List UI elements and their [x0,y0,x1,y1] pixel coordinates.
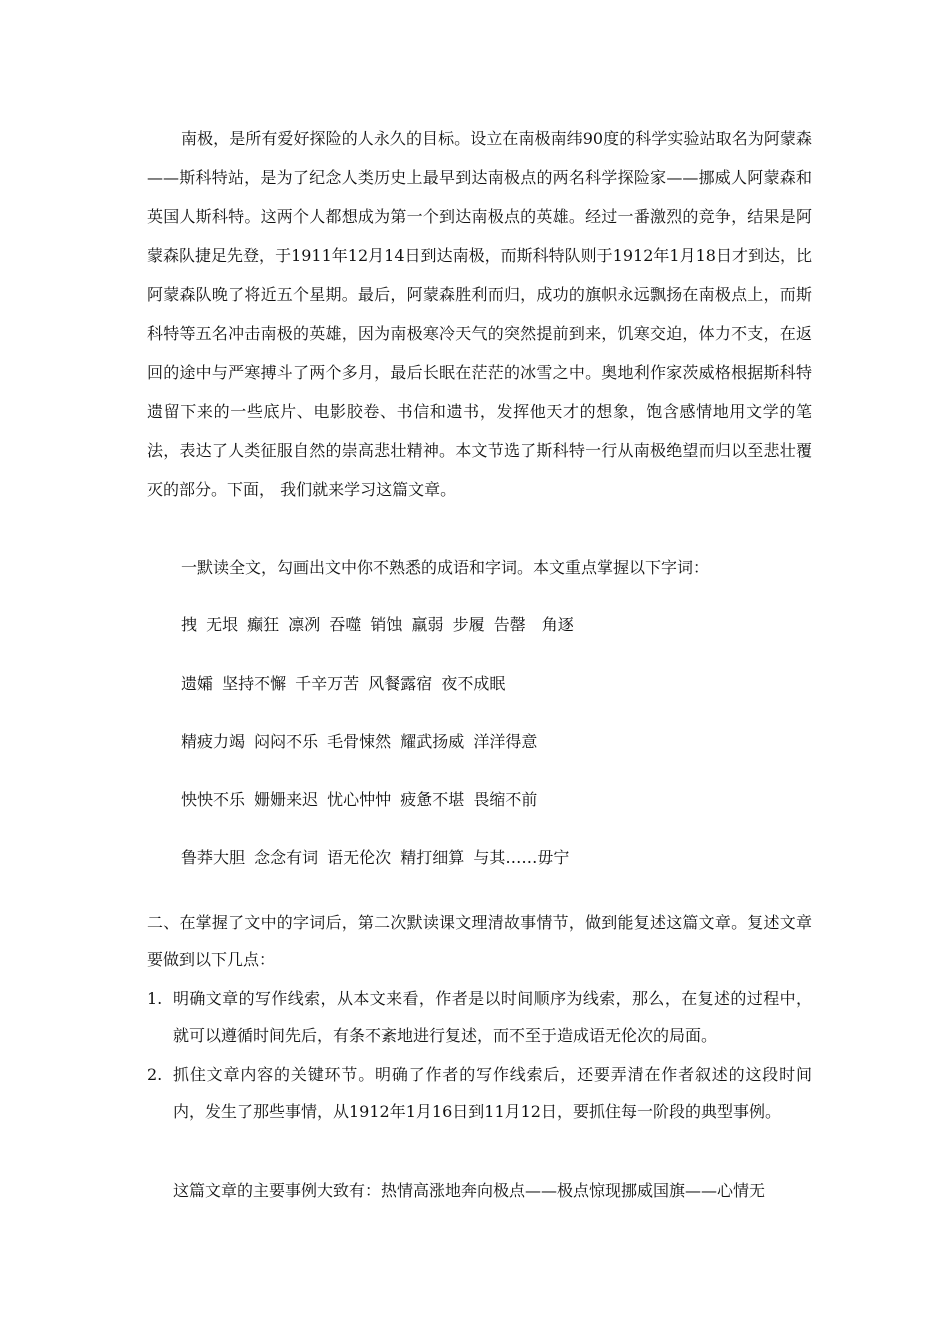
vocabulary-line-3: 精疲力竭 闷闷不乐 毛骨悚然 耀武扬威 洋洋得意 [181,732,538,751]
vocabulary-line-5: 鲁莽大胆 念念有词 语无伦次 精打细算 与其……毋宁 [181,848,570,867]
list-item-1-text: 明确文章的写作线索，从本文来看，作者是以时间顺序为线索，那么，在复述的过程中，就可以遵循时间先后，有条不紊地进行复述，而不至于造成语无伦次的局面。 [173,989,812,1045]
summary-line: 这篇文章的主要事例大致有：热情高涨地奔向极点——极点惊现挪威国旗——心情无 [173,1181,766,1200]
vocabulary-line-1: 拽 无垠 癫狂 凛冽 吞噬 销蚀 羸弱 步履 告罄 角逐 [181,615,574,634]
list-item-1-number: 1. [147,989,163,1008]
intro-paragraph: 南极，是所有爱好探险的人永久的目标。设立在南极南纬90度的科学实验站取名为阿蒙森——斯科特站，是为了纪念人类历史上最早到达南极点的两名科学探险家——挪威人阿蒙森和英国人斯科特。这两个人都想成为第一个到达南极点的英雄。经过一番激烈的竞争，结果是阿蒙森队捷足先登，于1911年12月14日到达南极，而斯科特队则于1912年1月18日才到达，比阿蒙森队晚了将近五个星期。最后，阿蒙森胜利而归，成功的旗帜永远飘扬在南极点上，而斯科特等五名冲击南极的英雄，因为南极寒冷天气的突然提前到来，饥寒交迫，体力不支，在返回的途中与严寒搏斗了两个多月，最后长眠在茫茫的冰雪之中。奥地利作家茨威格根据斯科特遗留下来的一些底片、电影胶卷、书信和遗书，发挥他天才的想象，饱含感情地用文学的笔法，表达了人类征服自然的崇高悲壮精神。本文节选了斯科特一行从南极绝望而归以至悲壮覆灭的部分。下面， 我们就来学习这篇文章。 [147,129,812,499]
list-item-1 [147,980,812,1054]
list-item-2 [147,1056,812,1130]
vocabulary-line-2: 遗孀 坚持不懈 千辛万苦 风餐露宿 夜不成眠 [181,674,506,693]
vocabulary-line-4: 怏怏不乐 姗姗来迟 忧心忡忡 疲惫不堪 畏缩不前 [181,790,538,809]
task-two-instruction: 二、在掌握了文中的字词后，第二次默读课文理清故事情节，做到能复述这篇文章。复述文章要做到以下几点： [147,913,812,969]
task-one-instruction: 一默读全文，勾画出文中你不熟悉的成语和字词。本文重点掌握以下字词： [181,558,710,577]
list-item-2-text: 抓住文章内容的关键环节。明确了作者的写作线索后，还要弄清在作者叙述的这段时间内，发生了那些事情，从1912年1月16日到11月12日，要抓住每一阶段的典型事例。 [173,1065,812,1121]
list-item-2-number: 2. [147,1065,163,1084]
